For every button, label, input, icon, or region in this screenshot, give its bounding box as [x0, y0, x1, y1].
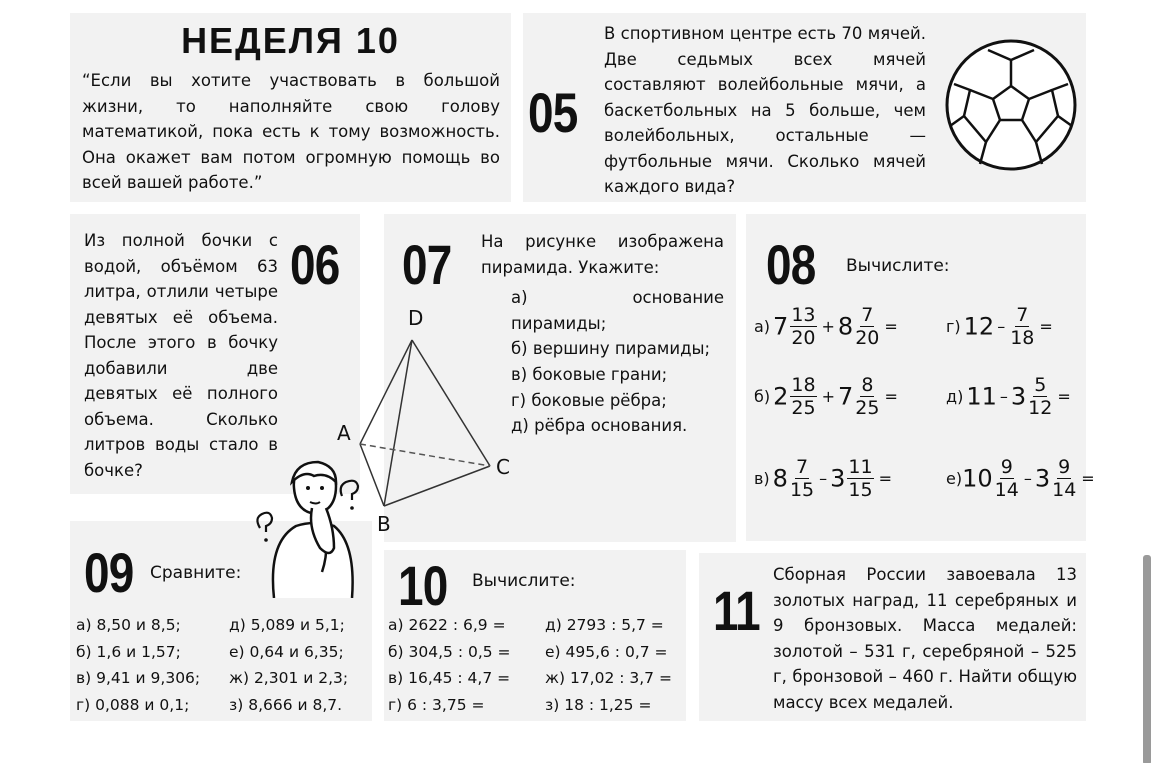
task09-item-e: е) 0,64 и 6,35;	[229, 642, 344, 661]
task09-item-d: д) 5,089 и 5,1;	[229, 616, 345, 634]
task09-left-list	[76, 612, 200, 718]
task06-text: Из полной бочки с водой, объёмом 63 литра, отлили четыре девятых её объема. После этого в бочку добавили две девятых её полного объема. Сколько литров воды стало в бочке?	[84, 231, 278, 480]
task08-item-e: е)10 $\frac{9}{14}$ – 3 $\frac{9}{14}$ =	[946, 456, 1095, 501]
task09-item-b: б) 1,6 и 1,57;	[76, 642, 181, 661]
task07-intro: На рисунке изображена пирамида. Укажите:	[481, 232, 724, 277]
task08-item-a: а) 7 $\frac{13}{20}$ + 8 $\frac{7}{20}$ =	[754, 304, 898, 349]
task09-title: Сравните:	[150, 563, 242, 583]
task09-right-list	[229, 612, 348, 718]
task10-number: 10	[398, 554, 448, 617]
week-title: НЕДЕЛЯ 10	[181, 20, 400, 61]
task10-left-list	[388, 612, 511, 718]
task07-item-e: д) рёбра основания.	[511, 416, 688, 435]
vertex-b-label: B	[377, 512, 391, 536]
task10-item-zh: ж) 17,02 : 3,7 =	[545, 669, 672, 687]
task10-item-b: б) 304,5 : 0,5 =	[388, 642, 511, 661]
task11-number: 11	[713, 579, 760, 642]
task09-number: 09	[84, 541, 134, 604]
week-quote: “Если вы хотите участвовать в большой жизни, то наполняйте свою голову математикой, пока есть к тому возможность. Она окажет вам потом огромную помощь во всей вашей работе.”	[82, 71, 500, 192]
task06-number: 06	[290, 233, 340, 296]
task10-item-e: е) 495,6 : 0,7 =	[545, 642, 668, 661]
task07-number: 07	[402, 233, 452, 296]
vertex-a-label: A	[337, 421, 351, 445]
task05-number: 05	[528, 81, 578, 144]
task09-item-g: г) 0,088 и 0,1;	[76, 695, 190, 714]
task11-text: Сборная России завоевала 13 золотых наград, 11 серебряных и 9 бронзовых. Масса медалей: золотой – 531 г, серебряной – 525 г, бронзовой – 460 г. Найти общую массу всех медалей.	[773, 565, 1077, 712]
task09-item-z: з) 8,666 и 8,7.	[229, 695, 343, 714]
task08-item-b: б) 2 $\frac{18}{25}$ + 7 $\frac{8}{25}$ =	[754, 374, 898, 419]
task09-item-zh: ж) 2,301 и 2,3;	[229, 669, 349, 687]
task08-item-v: в) 8 $\frac{7}{15}$ – 3 $\frac{11}{15}$ =	[754, 456, 893, 501]
vertex-d-label: D	[408, 306, 424, 330]
task08-title: Вычислите:	[846, 256, 950, 276]
task09-item-a: а) 8,50 и 8,5;	[76, 616, 181, 634]
task10-item-g: г) 6 : 3,75 =	[388, 695, 485, 714]
task08-number: 08	[766, 233, 816, 296]
task05-text: В спортивном центре есть 70 мячей. Две седьмых всех мячей составляют волейбольные мячи, а баскетбольных на 5 больше, чем волейбольных, остальные — футбольные мячи. Сколько мячей каждого вида?	[604, 24, 926, 196]
vertex-c-label: C	[496, 455, 510, 479]
task07-item-d: г) боковые рёбра;	[511, 391, 667, 410]
task08-item-d: д) 11 – 3 $\frac{5}{12}$ =	[946, 374, 1071, 419]
task10-title: Вычислите:	[472, 571, 576, 591]
thinking-boy-icon	[254, 458, 366, 598]
task07-item-c: в) боковые грани;	[511, 365, 668, 384]
vertical-scrollbar[interactable]	[1143, 555, 1151, 763]
task09-item-v: в) 9,41 и 9,306;	[76, 669, 201, 687]
task10-item-a: а) 2622 : 6,9 =	[388, 616, 506, 634]
soccer-ball-icon	[944, 38, 1078, 172]
task10-item-z: з) 18 : 1,25 =	[545, 695, 652, 714]
task10-item-d: д) 2793 : 5,7 =	[545, 616, 664, 634]
task07-item-a: а) основание пирамиды;	[511, 288, 724, 333]
task07-item-b: б) вершину пирамиды;	[511, 339, 711, 358]
task10-right-list	[545, 612, 672, 718]
pyramid-diagram	[340, 300, 520, 540]
task10-item-v: в) 16,45 : 4,7 =	[388, 669, 511, 687]
task08-item-g: г) 12 – $\frac{7}{18}$ =	[946, 304, 1053, 349]
